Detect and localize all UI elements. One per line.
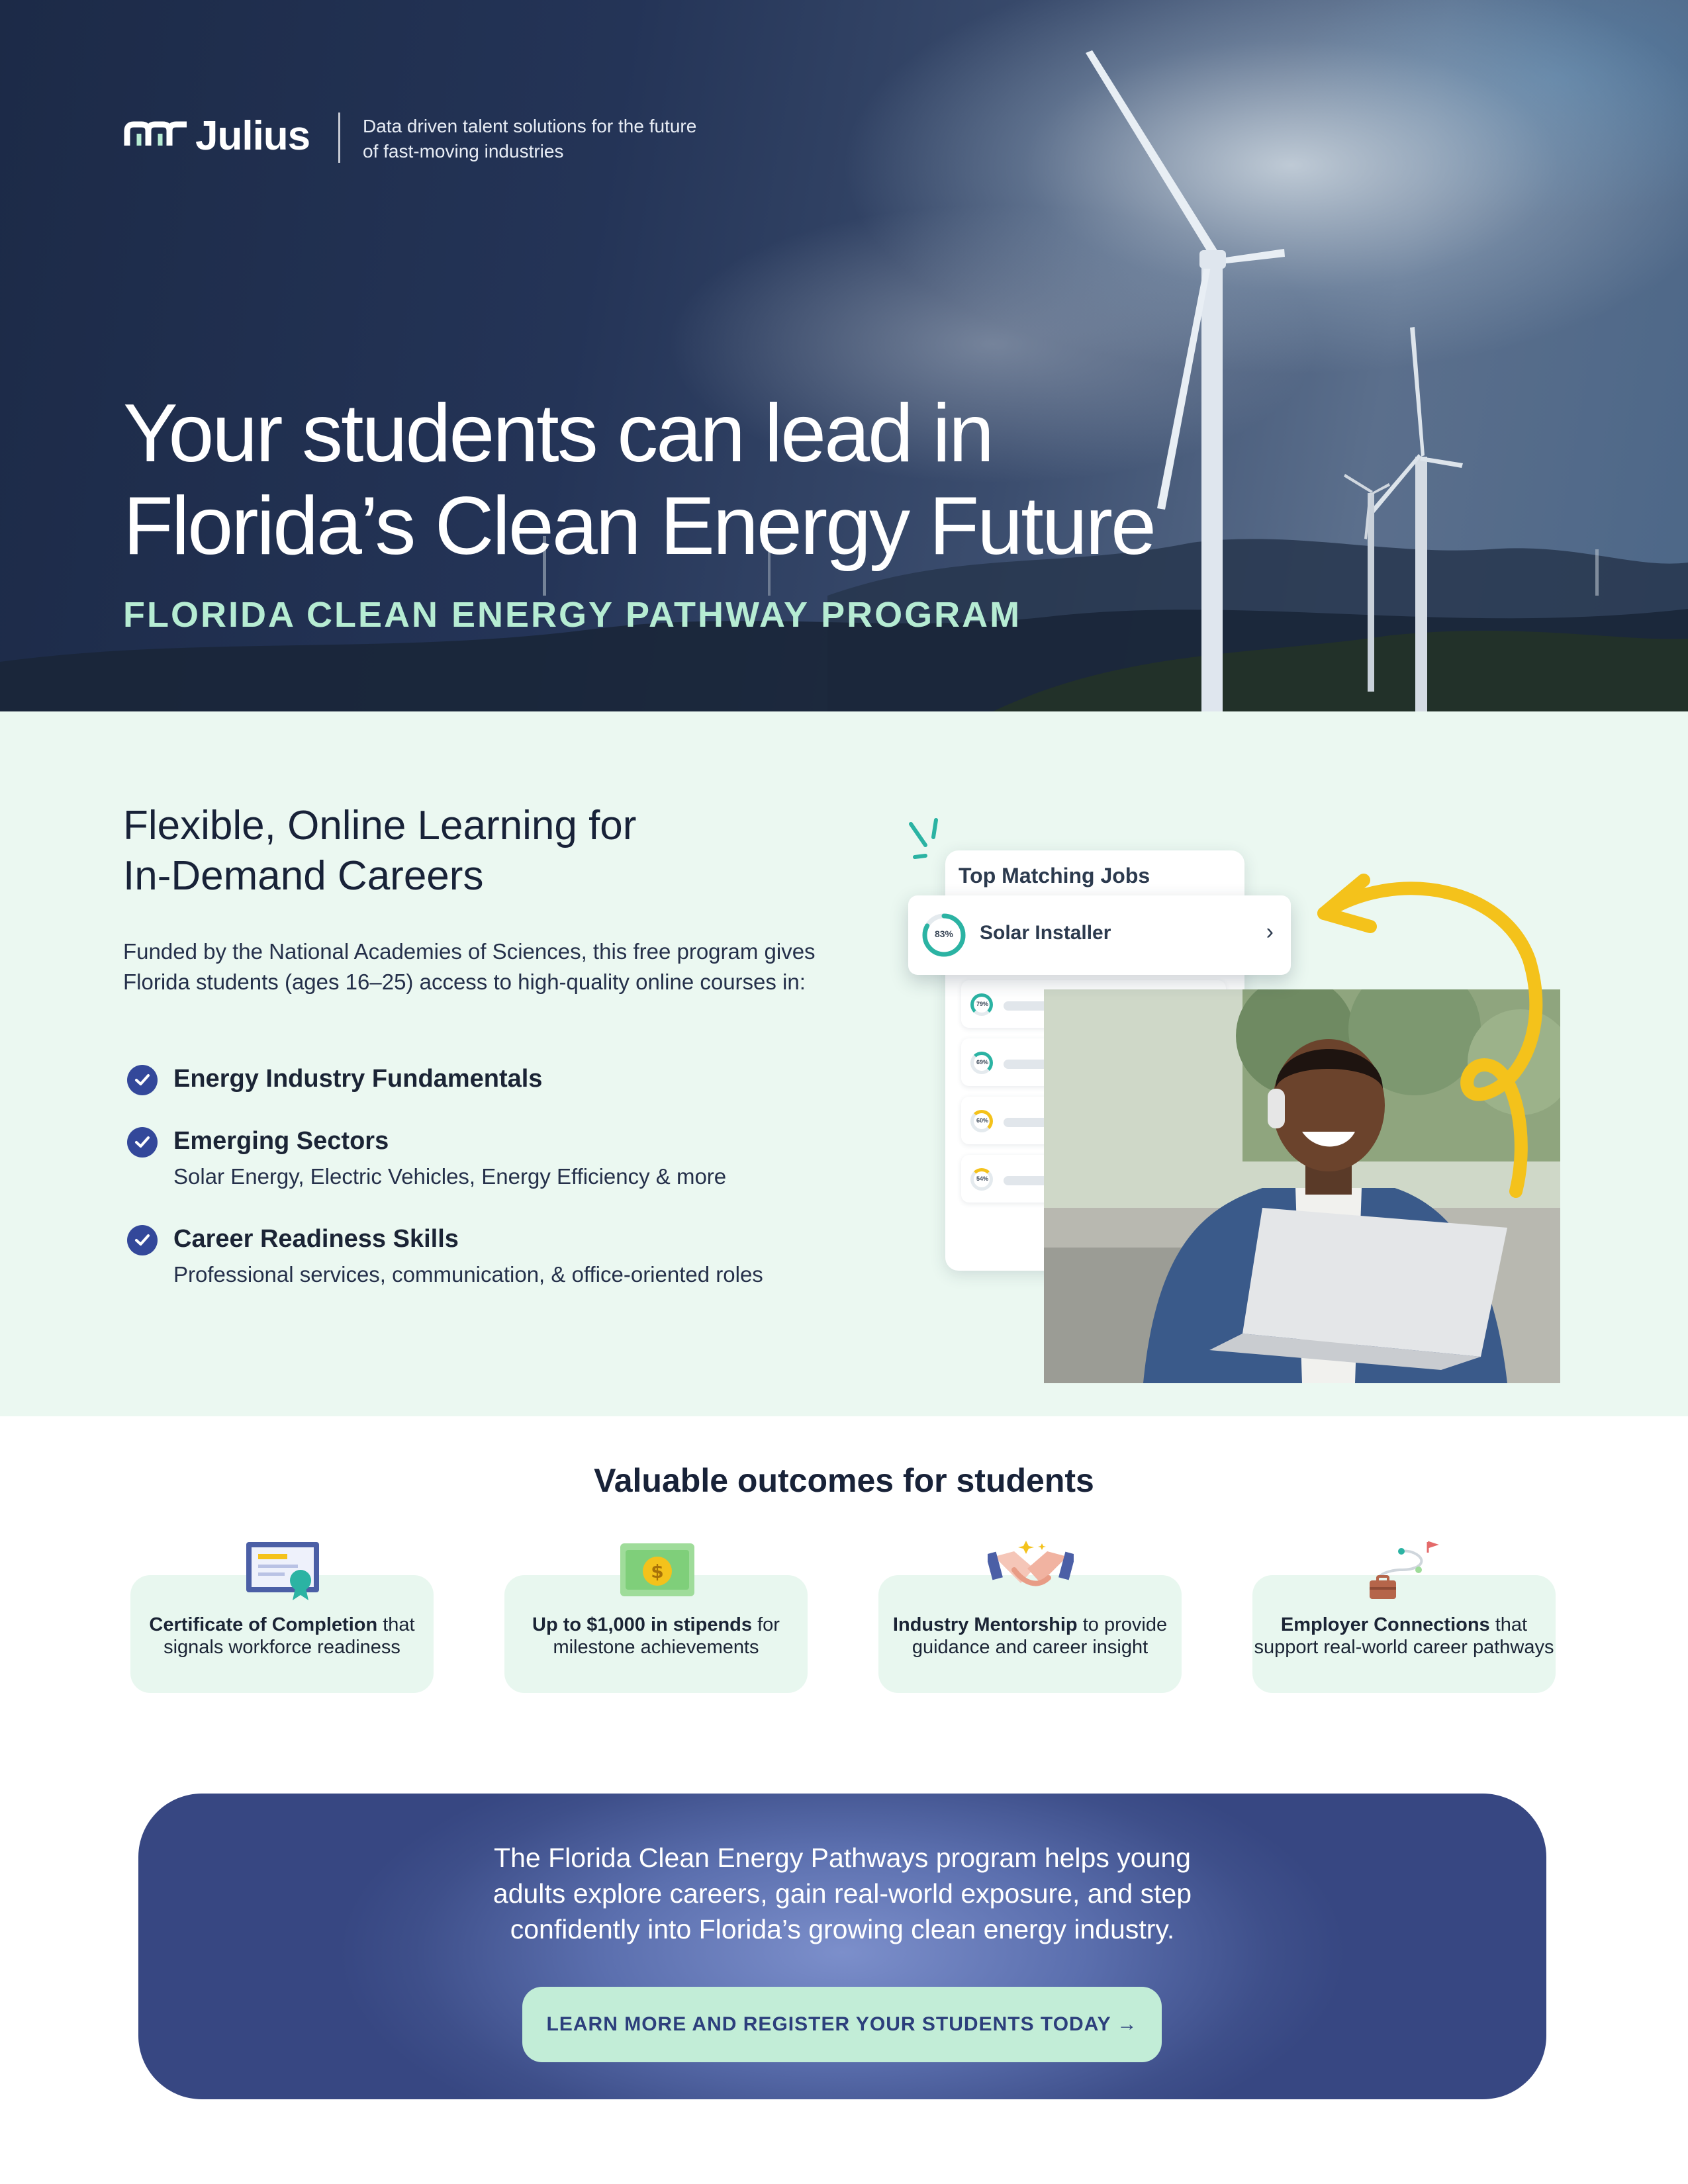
logo-wordmark: Julius bbox=[195, 113, 310, 159]
outcome-highlight: Industry Mentorship bbox=[892, 1614, 1078, 1635]
cta-message bbox=[138, 1840, 1546, 1947]
job-title: Solar Installer bbox=[980, 922, 1111, 944]
money-icon bbox=[614, 1537, 700, 1603]
julius-logo[interactable] bbox=[123, 113, 697, 161]
course-description: Solar Energy, Electric Vehicles, Energy Efficiency & more bbox=[173, 1164, 727, 1189]
featured-job-card[interactable] bbox=[908, 895, 1291, 975]
handshake-icon bbox=[988, 1537, 1074, 1603]
course-item bbox=[123, 1124, 917, 1193]
outcome-text: that support real-world career pathways bbox=[1254, 1614, 1554, 1658]
cta-message-line: adults explore careers, gain real-world exposure, and step bbox=[492, 1878, 1192, 1909]
jobs-card-title: Top Matching Jobs bbox=[959, 864, 1150, 887]
check-circle-icon bbox=[127, 1225, 158, 1255]
hero-title-line-2: Florida’s Clean Energy Future bbox=[123, 480, 1154, 572]
register-students-button[interactable]: LEARN MORE AND REGISTER YOUR STUDENTS TODAY → bbox=[522, 1987, 1162, 2062]
course-title: Energy Industry Fundamentals bbox=[173, 1065, 543, 1093]
match-percent: 83% bbox=[934, 929, 954, 939]
match-ring: 60% bbox=[970, 1110, 993, 1132]
check-circle-icon bbox=[127, 1065, 158, 1095]
outcomes-title: Valuable outcomes for students bbox=[594, 1462, 1094, 1499]
cta-message-line: confidently into Florida’s growing clean energy industry. bbox=[510, 1914, 1175, 1944]
cta-message-line: The Florida Clean Energy Pathways program helps young bbox=[494, 1843, 1191, 1873]
logo-divider bbox=[338, 113, 340, 163]
course-description: Professional services, communication, & office-oriented roles bbox=[173, 1262, 763, 1287]
hero-title-line-1: Your students can lead in bbox=[123, 388, 992, 479]
outcome-highlight: Employer Connections bbox=[1280, 1614, 1490, 1635]
chevron-right-icon: › bbox=[1266, 919, 1274, 944]
check-circle-icon bbox=[127, 1127, 158, 1158]
section-heading-line-2: In-Demand Careers bbox=[123, 853, 484, 899]
outcome-text: that signals workforce readiness bbox=[164, 1614, 415, 1658]
outcome-highlight: Up to $1,000 in stipends bbox=[532, 1614, 753, 1635]
arrow-doodle-icon bbox=[1317, 860, 1549, 1208]
outcome-text: for milestone achievements bbox=[553, 1614, 780, 1658]
course-item bbox=[123, 1222, 917, 1291]
hero-banner bbox=[0, 0, 1688, 711]
course-item bbox=[123, 1062, 917, 1095]
course-title: Emerging Sectors bbox=[173, 1127, 389, 1155]
section-heading-line-1: Flexible, Online Learning for bbox=[123, 803, 637, 848]
hero-title bbox=[123, 387, 1182, 572]
course-title: Career Readiness Skills bbox=[173, 1225, 459, 1253]
brand-tagline: Data driven talent solutions for the future of fast-moving industries bbox=[363, 116, 697, 161]
certificate-icon bbox=[240, 1537, 326, 1603]
learning-section bbox=[0, 711, 1688, 1416]
match-ring: 54% bbox=[970, 1168, 993, 1191]
section-heading bbox=[123, 801, 851, 901]
match-ring: 69% bbox=[970, 1052, 993, 1074]
outcome-text: to provide guidance and career insight bbox=[912, 1614, 1168, 1658]
briefcase-path-icon bbox=[1362, 1537, 1448, 1603]
program-name: FLORIDA CLEAN ENERGY PATHWAY PROGRAM bbox=[123, 595, 1022, 635]
julius-logo-mark-icon bbox=[123, 116, 193, 156]
svg-text:$: $ bbox=[651, 1561, 664, 1582]
course-list bbox=[123, 1062, 917, 1320]
cta-banner bbox=[138, 1794, 1546, 2099]
match-ring: 79% bbox=[970, 993, 993, 1016]
program-intro: Funded by the National Academies of Sciences, this free program gives Florida students (ages 16–25) access to high-quality online courses in: bbox=[123, 939, 816, 994]
outcome-highlight: Certificate of Completion bbox=[149, 1614, 378, 1635]
